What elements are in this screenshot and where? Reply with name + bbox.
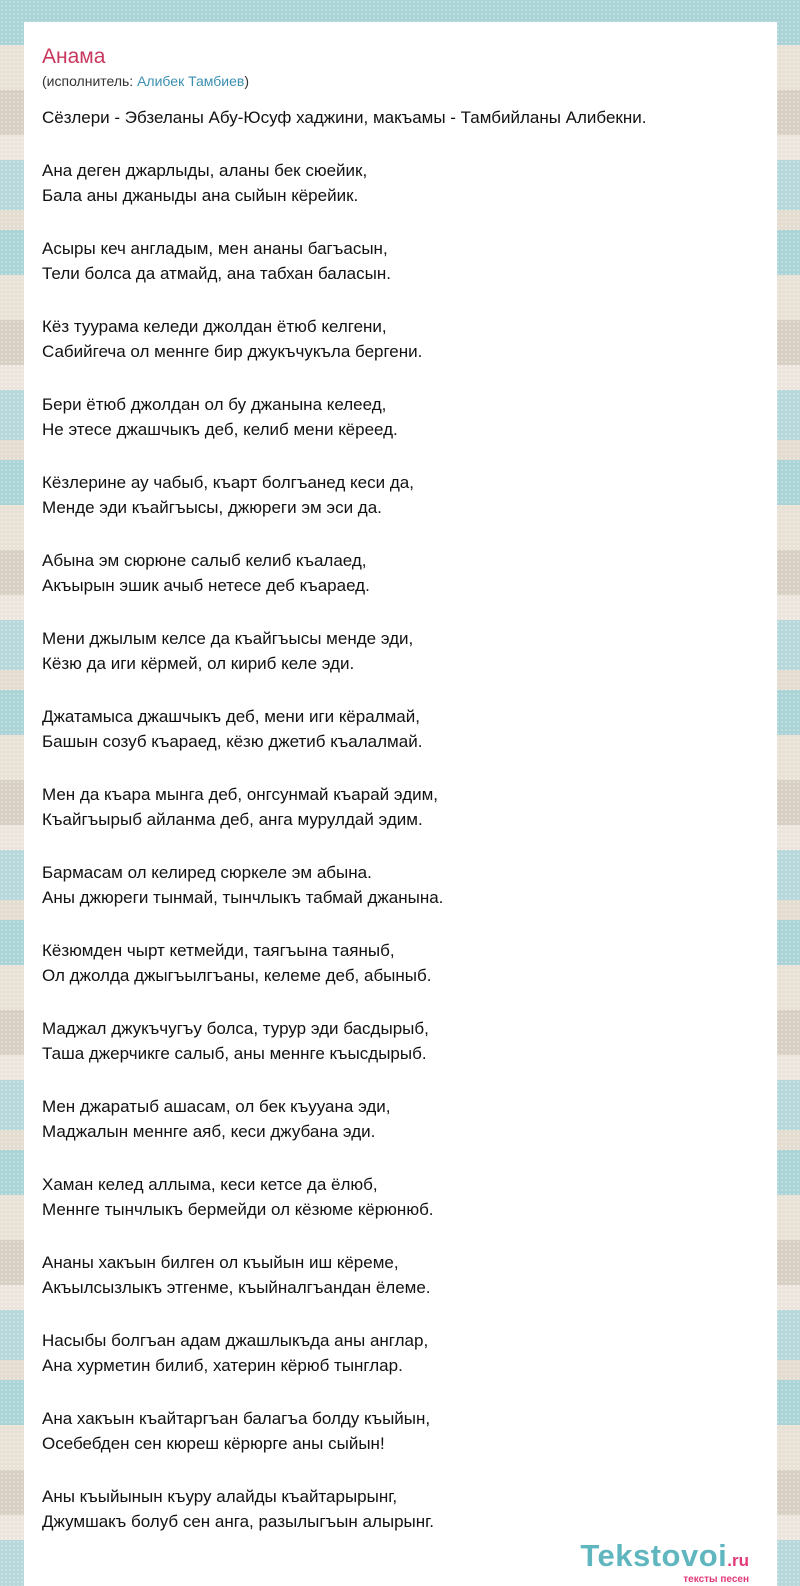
site-logo[interactable] bbox=[580, 1538, 749, 1585]
lyrics-intro bbox=[42, 105, 759, 130]
lyric-line: Кёзю да иги кёрмей, ол кириб келе эди. bbox=[42, 654, 355, 673]
lyric-line: Къайгъырыб айланма деб, анга мурулдай эдим. bbox=[42, 810, 423, 829]
logo-tld: .ru bbox=[727, 1551, 749, 1570]
lyric-line: Аны джюреги тынмай, тынчлыкъ табмай джанына. bbox=[42, 888, 444, 907]
lyric-line: Маджалын меннге аяб, кеси джубана эди. bbox=[42, 1122, 376, 1141]
lyric-line: Акъырын эшик ачыб нетесе деб къараед. bbox=[42, 576, 370, 595]
lyric-line: Джатамыса джашчыкъ деб, мени иги кёралмай, bbox=[42, 707, 420, 726]
stanza-list bbox=[42, 158, 759, 1534]
lyric-line: Джумшакъ болуб сен анга, разылыгъын алырынг. bbox=[42, 1512, 435, 1531]
song-title: Анама bbox=[42, 45, 106, 68]
lyric-line: Асыры кеч англадым, мен ананы багъасын, bbox=[42, 239, 388, 258]
lyric-line: Ана хурметин билиб, хатерин кёрюб тынглар. bbox=[42, 1356, 403, 1375]
lyric-line: Акъылсызлыкъ этгенме, къыйналгъандан ёлеме. bbox=[42, 1278, 431, 1297]
performer-suffix: ) bbox=[244, 73, 249, 89]
lyric-line: Не этесе джашчыкъ деб, келиб мени кёреед. bbox=[42, 420, 398, 439]
lyric-line: Маджал джукъчугъу болса, турур эди басдырыб, bbox=[42, 1019, 429, 1038]
lyric-line: Ол джолда джыгъылгъаны, келеме деб, абыныб. bbox=[42, 966, 432, 985]
lyric-line: Ана хакъын къайтаргъан балагъа болду къыйын, bbox=[42, 1409, 431, 1428]
stanza bbox=[42, 782, 759, 832]
lyric-line: Сабийгеча ол меннге бир джукъчукъла бергени. bbox=[42, 342, 423, 361]
stanza bbox=[42, 704, 759, 754]
stanza bbox=[42, 1484, 759, 1534]
lyric-line: Абына эм сюрюне салыб келиб къалаед, bbox=[42, 551, 367, 570]
lyric-line: Аны къыйынын къуру алайды къайтарырынг, bbox=[42, 1487, 398, 1506]
stanza bbox=[42, 314, 759, 364]
logo-name: Tekstovoi bbox=[580, 1538, 728, 1573]
lyric-line: Менде эди къайгъысы, джюреги эм эси да. bbox=[42, 498, 382, 517]
lyric-line: Мен да къара мынга деб, онгсунмай къарай эдим, bbox=[42, 785, 439, 804]
stanza bbox=[42, 626, 759, 676]
stanza bbox=[42, 1250, 759, 1300]
lyric-line: Ана деген джарлыды, аланы бек сюейик, bbox=[42, 161, 368, 180]
lyric-line: Мен джаратыб ашасам, ол бек къууана эди, bbox=[42, 1097, 391, 1116]
logo-tagline: тексты песен bbox=[683, 1574, 749, 1585]
stanza bbox=[42, 158, 759, 208]
stanza bbox=[42, 1328, 759, 1378]
lyric-line: Кёзлерине ау чабыб, къарт болгъанед кеси да, bbox=[42, 473, 414, 492]
stanza bbox=[42, 860, 759, 910]
intro-line: Сёзлери - Эбзеланы Абу-Юсуф хаджини, макъамы - Тамбийланы Алибекни. bbox=[42, 108, 647, 127]
stanza bbox=[42, 548, 759, 598]
stanza bbox=[42, 1016, 759, 1066]
stanza bbox=[42, 1406, 759, 1456]
stanza bbox=[42, 470, 759, 520]
lyric-line: Бери ётюб джолдан ол бу джанына келеед, bbox=[42, 395, 387, 414]
lyrics-card bbox=[24, 22, 777, 1586]
stanza bbox=[42, 1094, 759, 1144]
lyric-line: Хаман келед аллыма, кеси кетсе да ёлюб, bbox=[42, 1175, 378, 1194]
lyric-line: Тели болса да атмайд, ана табхан баласын. bbox=[42, 264, 391, 283]
stanza bbox=[42, 1172, 759, 1222]
lyric-line: Осебебден сен кюреш кёрюрге аны сыйын! bbox=[42, 1434, 385, 1453]
lyric-line: Ананы хакъын билген ол къыйын иш кёреме, bbox=[42, 1253, 399, 1272]
stanza bbox=[42, 236, 759, 286]
stanza bbox=[42, 938, 759, 988]
lyric-line: Насыбы болгъан адам джашлыкъда аны англар, bbox=[42, 1331, 429, 1350]
performer-line bbox=[42, 72, 759, 90]
lyric-line: Меннге тынчлыкъ бермейди ол кёзюме кёрюнюб. bbox=[42, 1200, 434, 1219]
performer-prefix: (исполнитель: bbox=[42, 73, 138, 89]
lyric-line: Таша джерчикге салыб, аны меннге къысдырыб. bbox=[42, 1044, 427, 1063]
lyrics-text bbox=[42, 105, 759, 1534]
lyric-line: Башын созуб къараед, кёзю джетиб къалалмай. bbox=[42, 732, 423, 751]
lyric-line: Кёз туурама келеди джолдан ётюб келгени, bbox=[42, 317, 387, 336]
lyric-line: Кёзюмден чырт кетмейди, таягъына таяныб, bbox=[42, 941, 395, 960]
lyric-line: Мени джылым келсе да къайгъысы менде эди, bbox=[42, 629, 414, 648]
lyric-line: Бармасам ол келиред сюркеле эм абына. bbox=[42, 863, 372, 882]
lyric-line: Бала аны джаныды ана сыйын кёрейик. bbox=[42, 186, 359, 205]
performer-link[interactable]: Алибек Тамбиев bbox=[137, 73, 245, 89]
stanza bbox=[42, 392, 759, 442]
